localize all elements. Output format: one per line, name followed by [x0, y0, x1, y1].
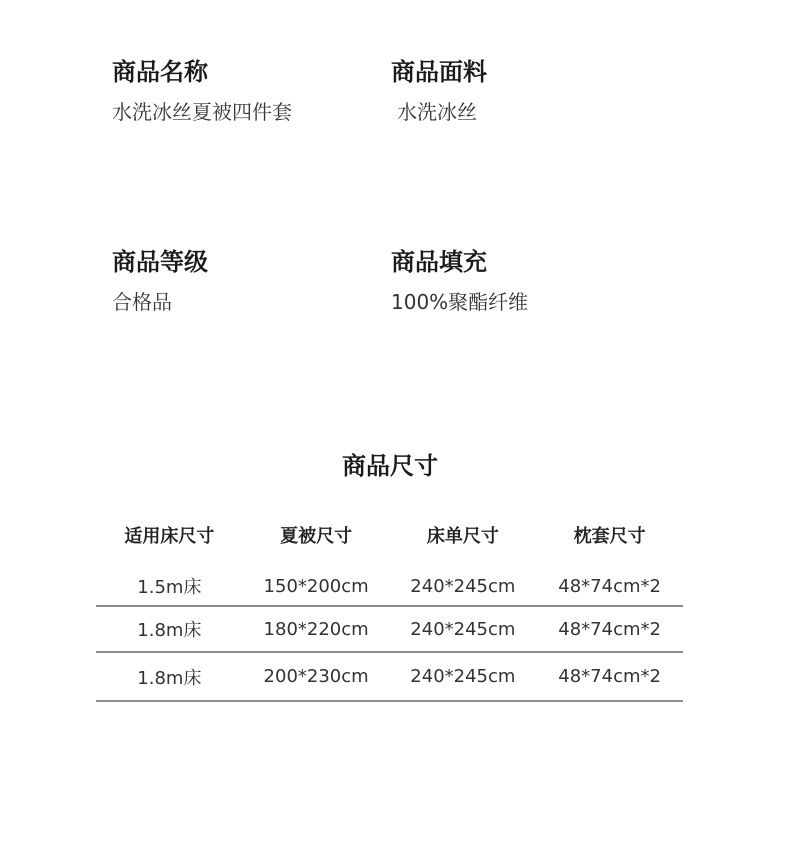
header-bed-size: 适用床尺寸: [124, 526, 215, 547]
cell-quilt-size: 180*220cm: [263, 618, 369, 640]
cell-sheet-size: 240*245cm: [410, 575, 516, 597]
cell-sheet-size: 240*245cm: [410, 666, 516, 687]
size-section-title: 商品尺寸: [342, 452, 438, 480]
cell-sheet-size: 240*245cm: [410, 618, 516, 640]
attribute-fabric: [391, 58, 487, 124]
attribute-label: 商品面料: [391, 58, 487, 86]
attribute-value: 100%聚酯纤维: [391, 290, 529, 314]
header-pillowcase-size: 枕套尺寸: [573, 526, 646, 547]
attribute-grade: [112, 248, 208, 314]
cell-bed-size: 1.8m床: [137, 667, 202, 689]
table-row: [96, 653, 683, 702]
cell-pillowcase-size: 48*74cm*2: [558, 575, 661, 597]
attribute-value: 水洗冰丝: [397, 100, 477, 124]
table-row: [96, 607, 683, 653]
table-row: [96, 567, 683, 607]
attribute-value: 水洗冰丝夏被四件套: [112, 100, 292, 124]
cell-quilt-size: 200*230cm: [263, 666, 369, 687]
cell-bed-size: 1.8m床: [137, 620, 202, 641]
header-quilt-size: 夏被尺寸: [280, 526, 353, 547]
cell-pillowcase-size: 48*74cm*2: [558, 666, 661, 687]
cell-bed-size: 1.5m床: [137, 577, 202, 598]
cell-quilt-size: 150*200cm: [263, 575, 369, 597]
header-sheet-size: 床单尺寸: [426, 526, 499, 547]
cell-pillowcase-size: 48*74cm*2: [558, 618, 661, 640]
size-table: [96, 518, 683, 702]
attribute-label: 商品等级: [112, 248, 208, 276]
size-table-header: [96, 518, 683, 552]
attribute-filling: [391, 248, 528, 314]
attribute-label: 商品填充: [391, 248, 487, 276]
attribute-product-name: [112, 58, 292, 124]
attribute-label: 商品名称: [112, 58, 208, 86]
attribute-value: 合格品: [112, 290, 172, 314]
